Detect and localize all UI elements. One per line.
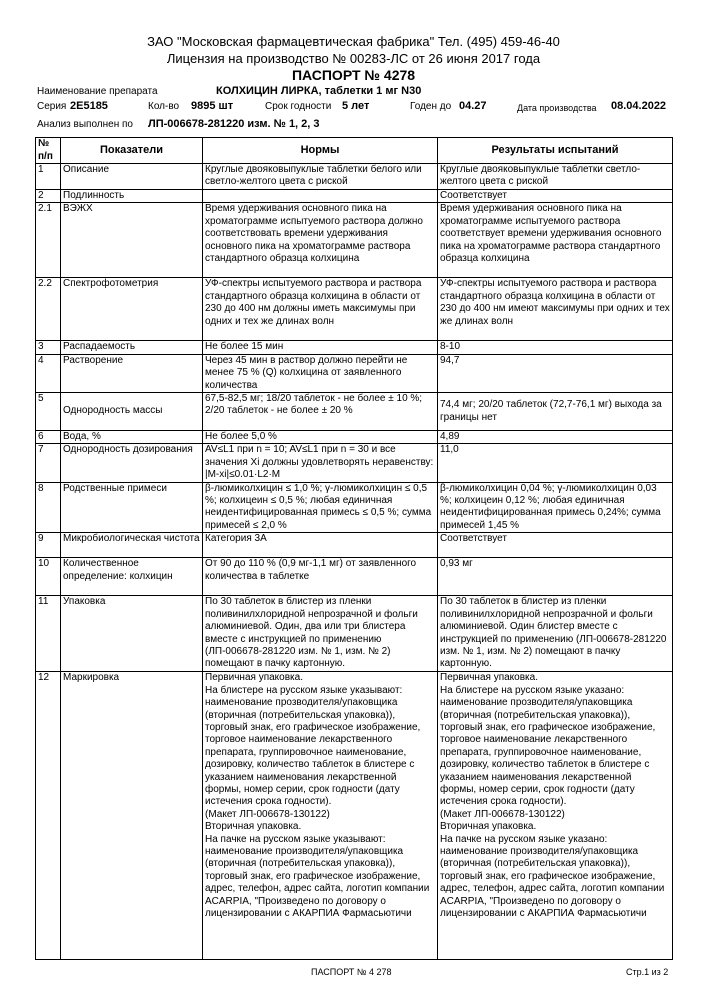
- table-row: [36, 393, 673, 431]
- row-result: 11,0: [438, 444, 673, 482]
- row-norm: β-люмиколхицин ≤ 1,0 %; γ-люмиколхицин ≤ 0,5 %; колхицеин ≤ 0,5 %; любая единичная неидентифицированная примесь ≤ 0,5 %; сумма примесей ≤ 2,0 %: [203, 482, 438, 533]
- row-result: β-люмиколхицин 0,04 %; γ-люмиколхицин 0,03 %; колхицеин 0,12 %; любая единичная неидентифицированная примесь 0,24%; сумма примесей 1,45 %: [438, 482, 673, 533]
- row-indicator: Вода, %: [61, 431, 203, 444]
- row-number: 11: [36, 596, 61, 672]
- row-number: 4: [36, 354, 61, 392]
- passport-title: ПАСПОРТ № 4278: [291, 67, 416, 83]
- row-number: 3: [36, 341, 61, 354]
- col-results-header: Результаты испытаний: [438, 138, 673, 164]
- row-indicator: Распадаемость: [61, 341, 203, 354]
- table-row: [36, 431, 673, 444]
- table-row: [36, 482, 673, 533]
- shelf-life-label: Срок годности: [265, 101, 332, 112]
- row-result: 74,4 мг; 20/20 таблеток (72,7-76,1 мг) выхода за границы нет: [438, 393, 673, 431]
- row-norm: По 30 таблеток в блистер из пленки поливинилхлоридной непрозрачной и фольги алюминиевой. Один, два или три блистера вместе с инструкцией по применению (ЛП-006678-281220 изм. № 1, изм. № 2) помещают в пачку картонную.: [203, 596, 438, 672]
- row-norm: AV≤L1 при n = 10; AV≤L1 при n = 30 и все значения Xi должны удовлетворять неравенству: |M-xi|≤0.01·L2·M: [203, 444, 438, 482]
- row-indicator: Однородность массы: [61, 393, 203, 431]
- row-number: 8: [36, 482, 61, 533]
- product-label: Наименование препарата: [37, 86, 158, 97]
- row-indicator: Подлинность: [61, 190, 203, 203]
- row-result: Время удерживания основного пика на хроматограмме испытуемого раствора соответствует времени удерживания основного пика на хроматограмме раствора стандартного образца колхицина: [438, 203, 673, 278]
- row-result: Соответствует: [438, 533, 673, 558]
- row-indicator: Микробиологическая чистота: [61, 533, 203, 558]
- table-row: [36, 278, 673, 341]
- table-row: [36, 596, 673, 672]
- row-number: 2.2: [36, 278, 61, 341]
- production-date-value: 08.04.2022: [611, 100, 667, 112]
- license-line: Лицензия на производство № 00283-ЛС от 26 июня 2017 года: [166, 51, 541, 66]
- valid-until-value: 04.27: [459, 100, 487, 112]
- table-row: [36, 672, 673, 960]
- row-number: 1: [36, 164, 61, 190]
- analysis-value: ЛП-006678-281220 изм. № 1, 2, 3: [148, 118, 320, 130]
- row-indicator: Однородность дозирования: [61, 444, 203, 482]
- row-result: 94,7: [438, 354, 673, 392]
- shelf-life-value: 5 лет: [342, 100, 370, 112]
- row-result: Соответствует: [438, 190, 673, 203]
- row-norm: От 90 до 110 % (0,9 мг-1,1 мг) от заявленного количества в таблетке: [203, 558, 438, 596]
- row-number: 6: [36, 431, 61, 444]
- col-norms-header: Нормы: [203, 138, 438, 164]
- row-norm: УФ-спектры испытуемого раствора и раствора стандартного образца колхицина в области от 230 до 400 нм должны иметь максимумы при одних и тех же длинах волн: [203, 278, 438, 341]
- valid-until-label: Годен до: [410, 101, 452, 112]
- company-header: ЗАО "Московская фармацевтическая фабрика" Тел. (495) 459-46-40: [147, 34, 560, 49]
- row-number: 12: [36, 672, 61, 960]
- row-norm: 67,5-82,5 мг; 18/20 таблеток - не более ± 10 %; 2/20 таблеток - не более ± 20 %: [203, 393, 438, 431]
- row-indicator: Растворение: [61, 354, 203, 392]
- row-indicator: Количественное определение: колхицин: [61, 558, 203, 596]
- row-indicator: Спектрофотометрия: [61, 278, 203, 341]
- table-row: [36, 444, 673, 482]
- table-row: [36, 203, 673, 278]
- table-header-row: [36, 138, 673, 164]
- page-number: Стр.1 из 2: [626, 967, 669, 977]
- results-table: [35, 137, 673, 960]
- row-indicator: Маркировка: [61, 672, 203, 960]
- row-indicator: Родственные примеси: [61, 482, 203, 533]
- production-date-label: Дата производства: [517, 103, 597, 113]
- table-row: [36, 354, 673, 392]
- row-norm: Первичная упаковка. На блистере на русском языке указывают: наименование прозводителя/упаковщика (вторичная (потребительская упаковка)), торговый знак, его графическое изображение, торговое наименование лекарственного препарата, группировочное наименование, дозировку, количество таблеток в блистере с указанием наименования лекарственной формы, номер серии, срок годности (дату истечения срока годности). (Макет ЛП-006678-130122) Вторичная упаковка. На пачке на русском языке указывают: наименование производителя/упаковщика (вторичная (потребительская упаковка)), торговый знак, его графическое изображение, адрес, телефон, адрес сайта, логотип компании ACARPIA, "Произведено по договору о лицензировании с АКАРПИА Фармасьютичи: [203, 672, 438, 960]
- series-label: Серия: [37, 101, 67, 112]
- row-number: 7: [36, 444, 61, 482]
- row-norm: Не более 5,0 %: [203, 431, 438, 444]
- row-norm: Не более 15 мин: [203, 341, 438, 354]
- series-value: 2E5185: [70, 100, 108, 112]
- row-result: УФ-спектры испытуемого раствора и раствора стандартного образца колхицина в области от 230 до 400 нм имеют максимумы при одних и тех же длинах волн: [438, 278, 673, 341]
- row-number: 5: [36, 393, 61, 431]
- row-result: 4,89: [438, 431, 673, 444]
- qty-value: 9895 шт: [191, 100, 234, 112]
- row-result: 8-10: [438, 341, 673, 354]
- row-indicator: Описание: [61, 164, 203, 190]
- table-row: [36, 533, 673, 558]
- table-row: [36, 190, 673, 203]
- row-number: 2.1: [36, 203, 61, 278]
- row-number: 9: [36, 533, 61, 558]
- row-result: Первичная упаковка. На блистере на русском языке указано: наименование прозводителя/упаковщика (вторичная (потребительская упаковка)), торговый знак, его графическое изображение, торговое наименование лекарственного препарата, группировочное наименование, дозировку, количество таблеток в блистере с указанием наименования лекарственной формы, номер серии, срок годности (дату истечения срока годности). (Макет ЛП-006678-130122) Вторичная упаковка. На пачке на русском языке указано: наименование производителя/упаковщика (вторичная (потребительская упаковка)), торговый знак, его графическое изображение, адрес, телефон, адрес сайта, логотип компании ACARPIA, "Произведено по договору о лицензировании с АКАРПИА Фармасьютичи: [438, 672, 673, 960]
- row-norm: Круглые двояковыпуклые таблетки белого или светло-желтого цвета с риской: [203, 164, 438, 190]
- table-row: [36, 341, 673, 354]
- row-norm: Категория 3А: [203, 533, 438, 558]
- table-row: [36, 164, 673, 190]
- row-norm: Время удерживания основного пика на хроматограмме испытуемого раствора должно соответствовать времени удерживания основного пика на хроматограмме раствора стандартного образца колхицина: [203, 203, 438, 278]
- row-indicator: Упаковка: [61, 596, 203, 672]
- product-value: КОЛХИЦИН ЛИРКА, таблетки 1 мг N30: [216, 85, 422, 97]
- col-indicator-header: Показатели: [61, 138, 203, 164]
- row-result: Круглые двояковыпуклые таблетки светло-желтого цвета с риской: [438, 164, 673, 190]
- row-result: По 30 таблеток в блистер из пленки поливинилхлоридной непрозрачной и фольги алюминиевой. Один блистер вместе с инструкцией по применению (ЛП-006678-281220 изм. № 1, изм. № 2) помещают в пачку картонную.: [438, 596, 673, 672]
- analysis-label: Анализ выполнен по: [37, 119, 133, 130]
- row-number: 2: [36, 190, 61, 203]
- table-row: [36, 558, 673, 596]
- row-indicator: ВЭЖХ: [61, 203, 203, 278]
- col-number-header: № п/п: [36, 138, 61, 164]
- row-result: 0,93 мг: [438, 558, 673, 596]
- footer-passport-number: ПАСПОРТ № 4 278: [311, 967, 392, 977]
- qty-label: Кол-во: [148, 101, 180, 112]
- row-norm: [203, 190, 438, 203]
- row-norm: Через 45 мин в раствор должно перейти не менее 75 % (Q) колхицина от заявленного количества: [203, 354, 438, 392]
- row-number: 10: [36, 558, 61, 596]
